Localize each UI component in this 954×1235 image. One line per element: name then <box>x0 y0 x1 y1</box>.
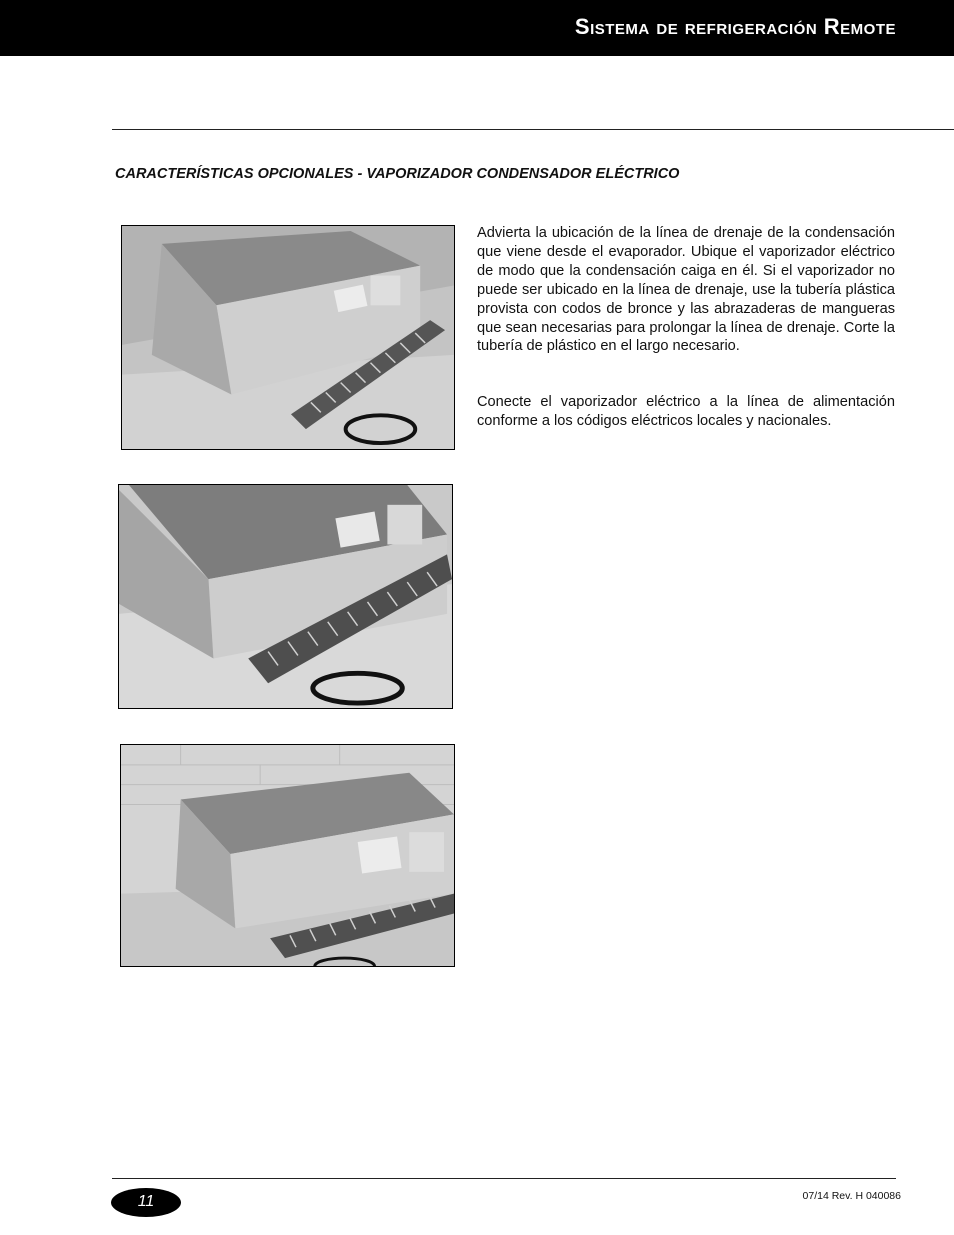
revision-code: 07/14 Rev. H 040086 <box>802 1190 901 1202</box>
photo-vaporizer-1 <box>121 225 455 450</box>
paragraph-power-connection: Conecte el vaporizador eléctrico a la línea de alimentación conforme a los códigos eléctricos locales y nacionales. <box>477 394 895 429</box>
bottom-divider <box>112 1178 896 1179</box>
section-heading: CARACTERÍSTICAS OPCIONALES - VAPORIZADOR CONDENSADOR ELÉCTRICO <box>115 166 680 182</box>
photo-vaporizer-3 <box>120 744 455 967</box>
paragraph-drain-location: Advierta la ubicación de la línea de drenaje de la condensación que viene desde el evaporador. Ubique el vaporizador eléctrico de modo que la condensación caiga en él. Si el vaporizador no puede ser ubicado en la línea de drenaje, use la tubería plástica provista con codos de bronce y las abrazaderas de mangueras que sean necesarias para prolongar la línea de drenaje. Corte la tubería de plástico en el largo necesario. <box>477 225 895 355</box>
photo-vaporizer-2 <box>118 484 453 709</box>
top-divider <box>112 129 954 130</box>
header-bar <box>0 0 954 56</box>
page-number: 11 <box>137 1193 155 1210</box>
page-number-badge <box>111 1188 181 1217</box>
page-title: Sistema de refrigeración Remote <box>574 14 896 39</box>
